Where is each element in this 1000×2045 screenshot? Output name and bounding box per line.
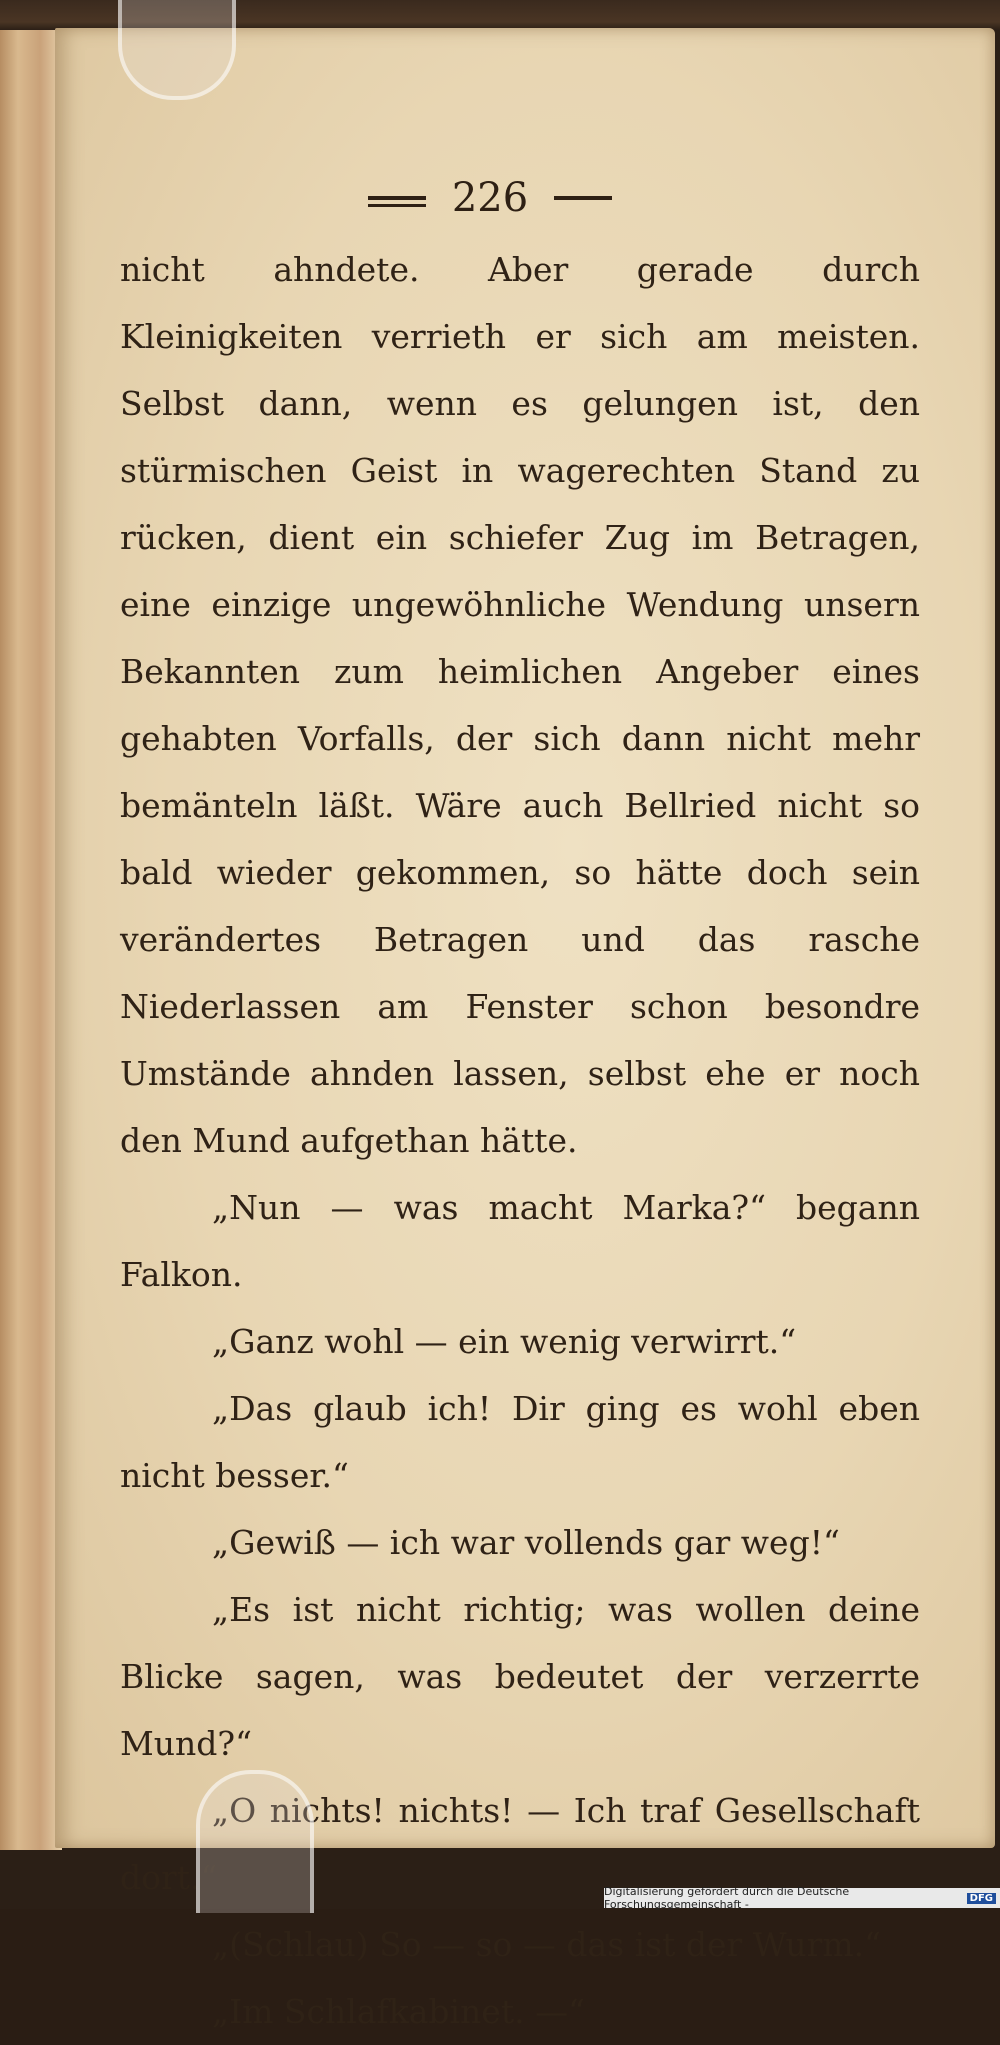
- page-header: [350, 168, 630, 228]
- digitization-footer: [604, 1885, 1000, 1911]
- header-double-dash: [368, 196, 426, 200]
- dialogue-line: „Gewiß — ich war vollends gar weg!“: [212, 1523, 840, 1562]
- footer-credit: Digitalisierung gefördert durch die Deutsche Forschungsgemeinschaft -: [604, 1885, 850, 1911]
- dialogue-line: „Es ist nicht richtig; was wollen deine Blicke sagen, was bedeutet der verzerrte Mund?“: [120, 1590, 920, 1763]
- page-number: 226: [451, 175, 529, 221]
- page-clip-bottom: [196, 1770, 314, 1913]
- dialogue-line: „Das glaub ich! Dir ging es wohl eben nicht besser.“: [120, 1389, 920, 1495]
- dialogue-line: „Im Schlafkabinet. —“: [212, 1992, 585, 2031]
- paragraph: nicht ahndete. Aber gerade durch Kleinigkeiten verrieth er sich am meisten. Selbst dann, wenn es gelungen ist, den stürmischen Geist in wagerechten Stand zu rücken, dient ein schiefer Zug im Betragen, eine einzige ungewöhnliche Wendung unsern Bekannten zum heimlichen Angeber eines gehabten Vorfalls, der sich dann nicht mehr bemänteln läßt. Wäre auch Bellried nicht so bald wieder gekommen, so hätte doch sein verändertes Betragen und das rasche Niederlassen am Fenster schon besondre Umstände ahnden lassen, selbst ehe er noch den Mund aufgethan hätte.: [120, 250, 920, 1160]
- dialogue-line: „(Schlau) So — so — das ist der Wurm.“: [212, 1925, 882, 1964]
- dialogue-line: „Nun — was macht Marka?“ begann Falkon.: [120, 1188, 920, 1294]
- page-edge: [0, 30, 62, 1850]
- dialogue-line: „O nichts! nichts! — Ich traf Gesellschaft dort.“: [120, 1791, 920, 1897]
- dfg-logo: DFG: [967, 1893, 996, 1904]
- dialogue-line: „Ganz wohl — ein wenig verwirrt.“: [212, 1322, 797, 1361]
- page-clip-top: [118, 0, 236, 100]
- header-dash: [554, 196, 612, 200]
